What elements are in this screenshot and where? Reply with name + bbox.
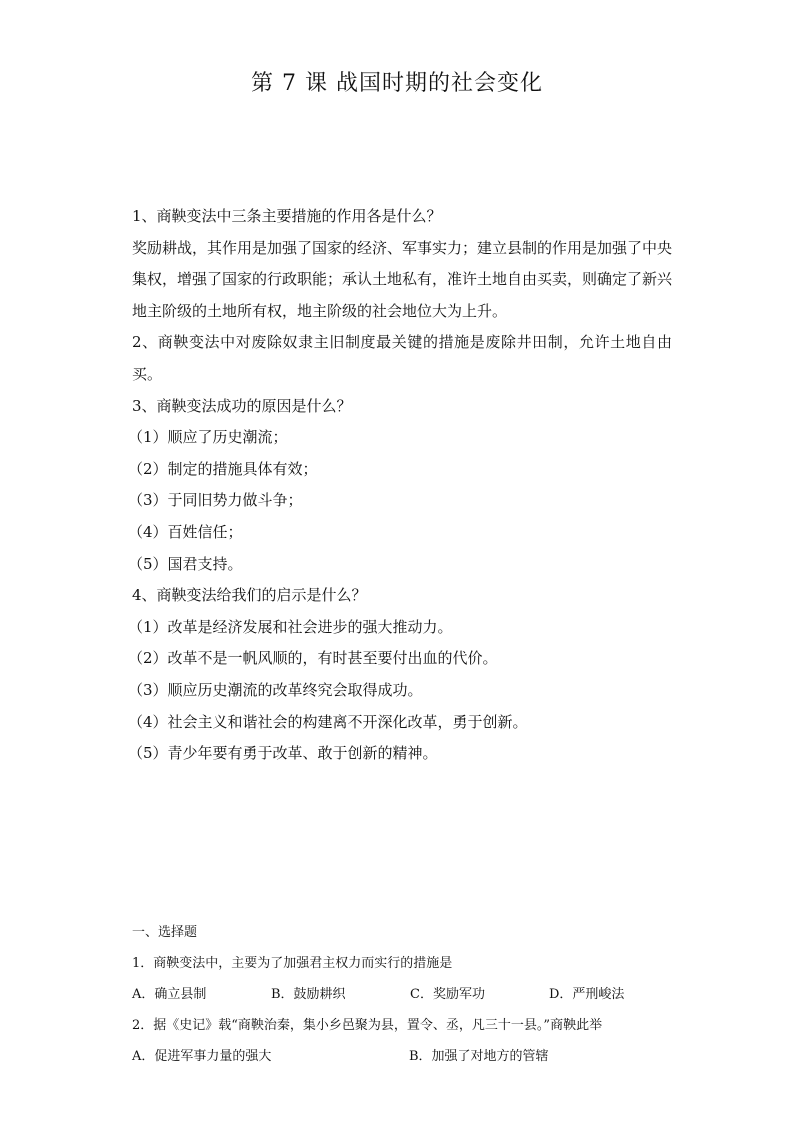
- question-1: 1、商鞅变法中三条主要措施的作用各是什么？: [132, 207, 442, 225]
- option-b: B．加强了对地方的管辖: [409, 1049, 549, 1064]
- exercise-question-2: 2．据《史记》载“商鞅治秦，集小乡邑聚为县，置令、丞，凡三十一县。”商鞅此举: [132, 1018, 603, 1033]
- list-item: （3）顺应历史潮流的改革终究会取得成功。: [128, 680, 423, 699]
- list-item: （4）社会主义和谐社会的构建离不开深化改革，勇于创新。: [128, 712, 528, 731]
- exercise-question-1: 1．商鞅变法中，主要为了加强君主权力而实行的措施是: [132, 956, 453, 971]
- list-item: （1）顺应了历史潮流；: [128, 428, 288, 447]
- option-c: C．奖励军功: [410, 987, 485, 1002]
- option-a: A．确立县制: [132, 987, 207, 1002]
- question-2: 2、商鞅变法中对废除奴隶主旧制度最关键的措施是废除井田制，允许土地自由买。: [132, 333, 672, 383]
- question-3: 3、商鞅变法成功的原因是什么？: [132, 396, 352, 415]
- exercise-section: [132, 917, 692, 1072]
- option-b: B．鼓励耕织: [271, 987, 346, 1002]
- answer-1: 奖励耕战，其作用是加强了国家的经济、军事实力；建立县制的作用是加强了中央集权，增强了国家的行政职能；承认土地私有，准许土地自由买卖，则确定了新兴地主阶级的土地所有权，地主阶级的社会地位大为上升。: [132, 238, 673, 320]
- section-heading: 一、选择题: [132, 925, 198, 940]
- list-item: （4）百姓信任；: [128, 522, 243, 541]
- answer-options: [132, 979, 692, 1010]
- option-d: D．严刑峻法: [549, 987, 625, 1002]
- page-title: 第 7 课 战国时期的社会变化: [251, 71, 543, 96]
- list-item: （5）青少年要有勇于改革、敢于创新的精神。: [128, 744, 438, 763]
- list-item: （1）改革是经济发展和社会进步的强大推动力。: [128, 617, 453, 636]
- list-item: （5）国君支持。: [128, 554, 243, 573]
- option-a: A．促进军事力量的强大: [132, 1049, 272, 1064]
- list-item: （2）改革不是一帆风顺的，有时甚至要付出血的代价。: [128, 649, 498, 668]
- answer-options: [132, 1041, 692, 1072]
- list-item: （3）于同旧势力做斗争；: [128, 491, 303, 510]
- list-item: （2）制定的措施具体有效；: [128, 459, 318, 478]
- question-4: 4、商鞅变法给我们的启示是什么？: [132, 586, 367, 605]
- lesson-summary: [128, 201, 673, 770]
